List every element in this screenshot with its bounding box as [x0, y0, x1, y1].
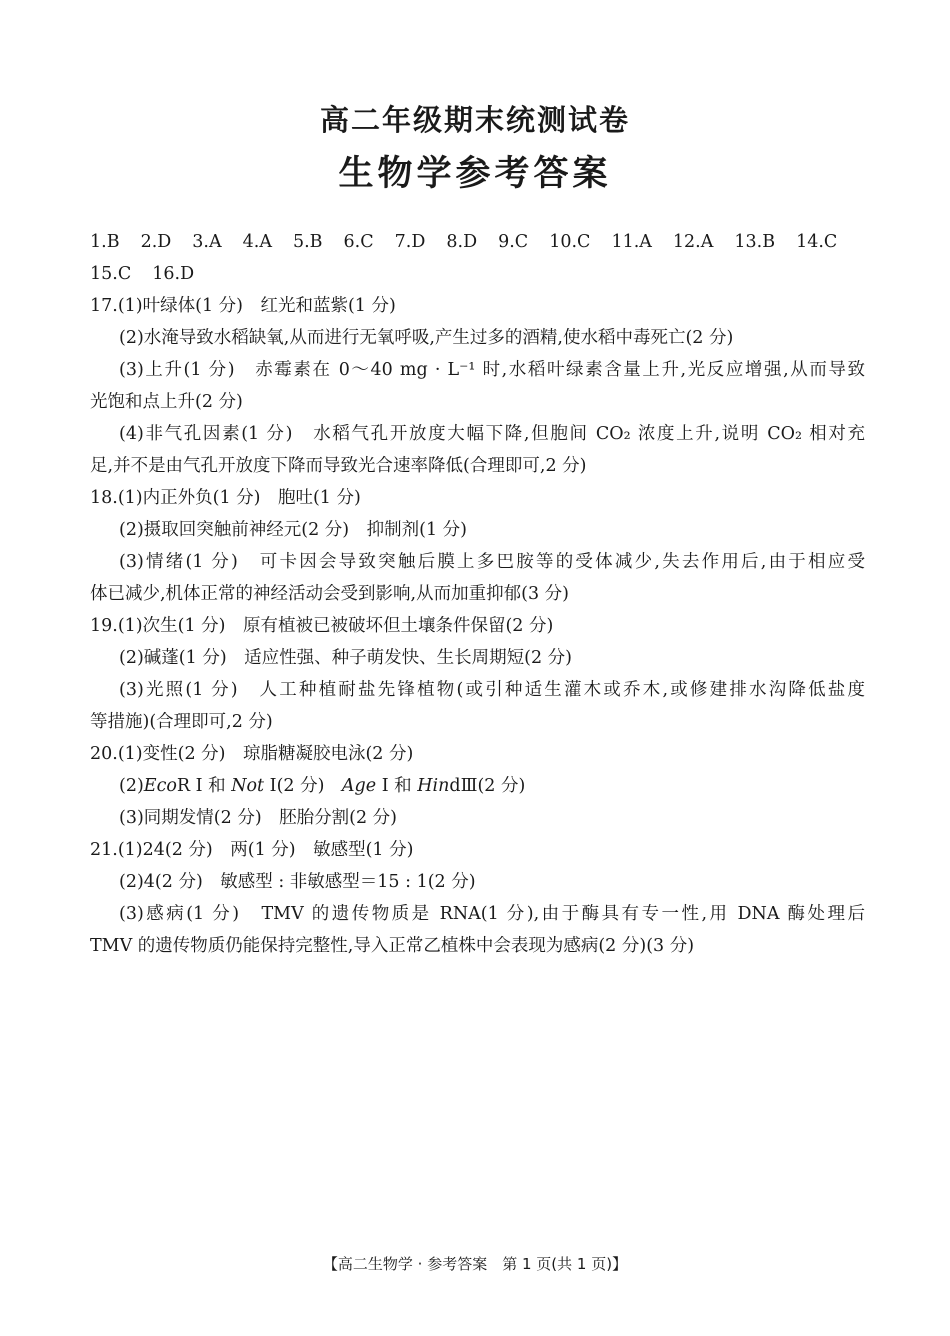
mc-answers-row-1	[90, 226, 865, 258]
q20-p2-text1: R Ⅰ 和	[176, 776, 232, 796]
mc-answer: 14.C	[796, 232, 838, 252]
mc-answer: 13.B	[734, 232, 776, 252]
enzyme-age: Age	[341, 776, 377, 796]
mc-answer: 1.B	[90, 232, 120, 252]
q20-p2-prefix: (2)	[119, 776, 144, 796]
mc-answer: 16.D	[152, 264, 195, 284]
mc-answer: 11.A	[611, 232, 652, 252]
q20-p2-text3: Ⅰ 和	[376, 776, 418, 796]
q18-part3-cont: 体已减少,机体正常的神经活动会受到影响,从而加重抑郁(3 分)	[90, 584, 569, 604]
page-footer: 【高二生物学 · 参考答案 第 1 页(共 1 页)】	[322, 1255, 628, 1273]
mc-answers-row-2	[90, 258, 865, 290]
mc-answer: 3.A	[192, 232, 222, 252]
mc-answer: 9.C	[498, 232, 529, 252]
q17-part4-cont: 足,并不是由气孔开放度下降而导致光合速率降低(合理即可,2 分)	[90, 456, 587, 476]
q17-part1: 17.(1)叶绿体(1 分) 红光和蓝紫(1 分)	[90, 296, 396, 316]
q20-part3: (3)同期发情(2 分) 胚胎分割(2 分)	[119, 808, 397, 828]
q19-part3: (3)光照(1 分) 人工种植耐盐先锋植物(或引种适生灌木或乔木,或修建排水沟降低盐度	[119, 680, 865, 700]
mc-answer: 8.D	[446, 232, 478, 252]
enzyme-eco: Eco	[143, 776, 177, 796]
mc-answer: 2.D	[140, 232, 172, 252]
mc-answer: 4.A	[242, 232, 272, 252]
mc-answer: 10.C	[549, 232, 591, 252]
mc-answer: 5.B	[292, 232, 323, 252]
enzyme-not: Not	[231, 776, 265, 796]
page-title: 高二年级期末统测试卷	[319, 103, 630, 137]
q17-part4: (4)非气孔因素(1 分) 水稻气孔开放度大幅下降,但胞间 CO₂ 浓度上升,说明 CO₂ 相对充	[119, 424, 865, 444]
q17-part3-cont: 光饱和点上升(2 分)	[90, 392, 243, 412]
q20-part1: 20.(1)变性(2 分) 琼脂糖凝胶电泳(2 分)	[90, 744, 414, 764]
q18-part2: (2)摄取回突触前神经元(2 分) 抑制剂(1 分)	[119, 520, 467, 540]
q19-part3-cont: 等措施)(合理即可,2 分)	[90, 712, 273, 732]
enzyme-hin: Hin	[417, 776, 450, 796]
q18-part1: 18.(1)内正外负(1 分) 胞吐(1 分)	[90, 488, 361, 508]
q21-part2: (2)4(2 分) 敏感型 : 非敏感型＝15 : 1(2 分)	[119, 872, 476, 892]
q20-part2	[90, 770, 865, 802]
q17-part3: (3)上升(1 分) 赤霉素在 0～40 mg · L⁻¹ 时,水稻叶绿素含量上升,光反应增强,从而导致	[119, 360, 865, 380]
q21-part3: (3)感病(1 分) TMV 的遗传物质是 RNA(1 分),由于酶具有专一性,用 DNA 酶处理后	[119, 904, 865, 924]
q17-part2: (2)水淹导致水稻缺氧,从而进行无氧呼吸,产生过多的酒精,使水稻中毒死亡(2 分)	[119, 328, 734, 348]
mc-answer: 6.C	[343, 232, 374, 252]
page-subtitle: 生物学参考答案	[338, 154, 612, 194]
q21-part1: 21.(1)24(2 分) 两(1 分) 敏感型(1 分)	[90, 840, 414, 860]
mc-answer: 15.C	[90, 264, 132, 284]
mc-answer: 7.D	[394, 232, 426, 252]
answer-content	[90, 226, 865, 962]
mc-answer: 12.A	[672, 232, 714, 252]
q21-part3-cont: TMV 的遗传物质仍能保持完整性,导入正常乙植株中会表现为感病(2 分)(3 分)	[90, 936, 695, 956]
q19-part2: (2)碱蓬(1 分) 适应性强、种子萌发快、生长周期短(2 分)	[119, 648, 572, 668]
q20-p2-text4: dⅢ(2 分)	[449, 776, 526, 796]
q20-p2-text2: Ⅰ(2 分)	[264, 776, 342, 796]
q19-part1: 19.(1)次生(1 分) 原有植被已被破坏但土壤条件保留(2 分)	[90, 616, 554, 636]
q18-part3: (3)情绪(1 分) 可卡因会导致突触后膜上多巴胺等的受体减少,失去作用后,由于相应受	[119, 552, 865, 572]
